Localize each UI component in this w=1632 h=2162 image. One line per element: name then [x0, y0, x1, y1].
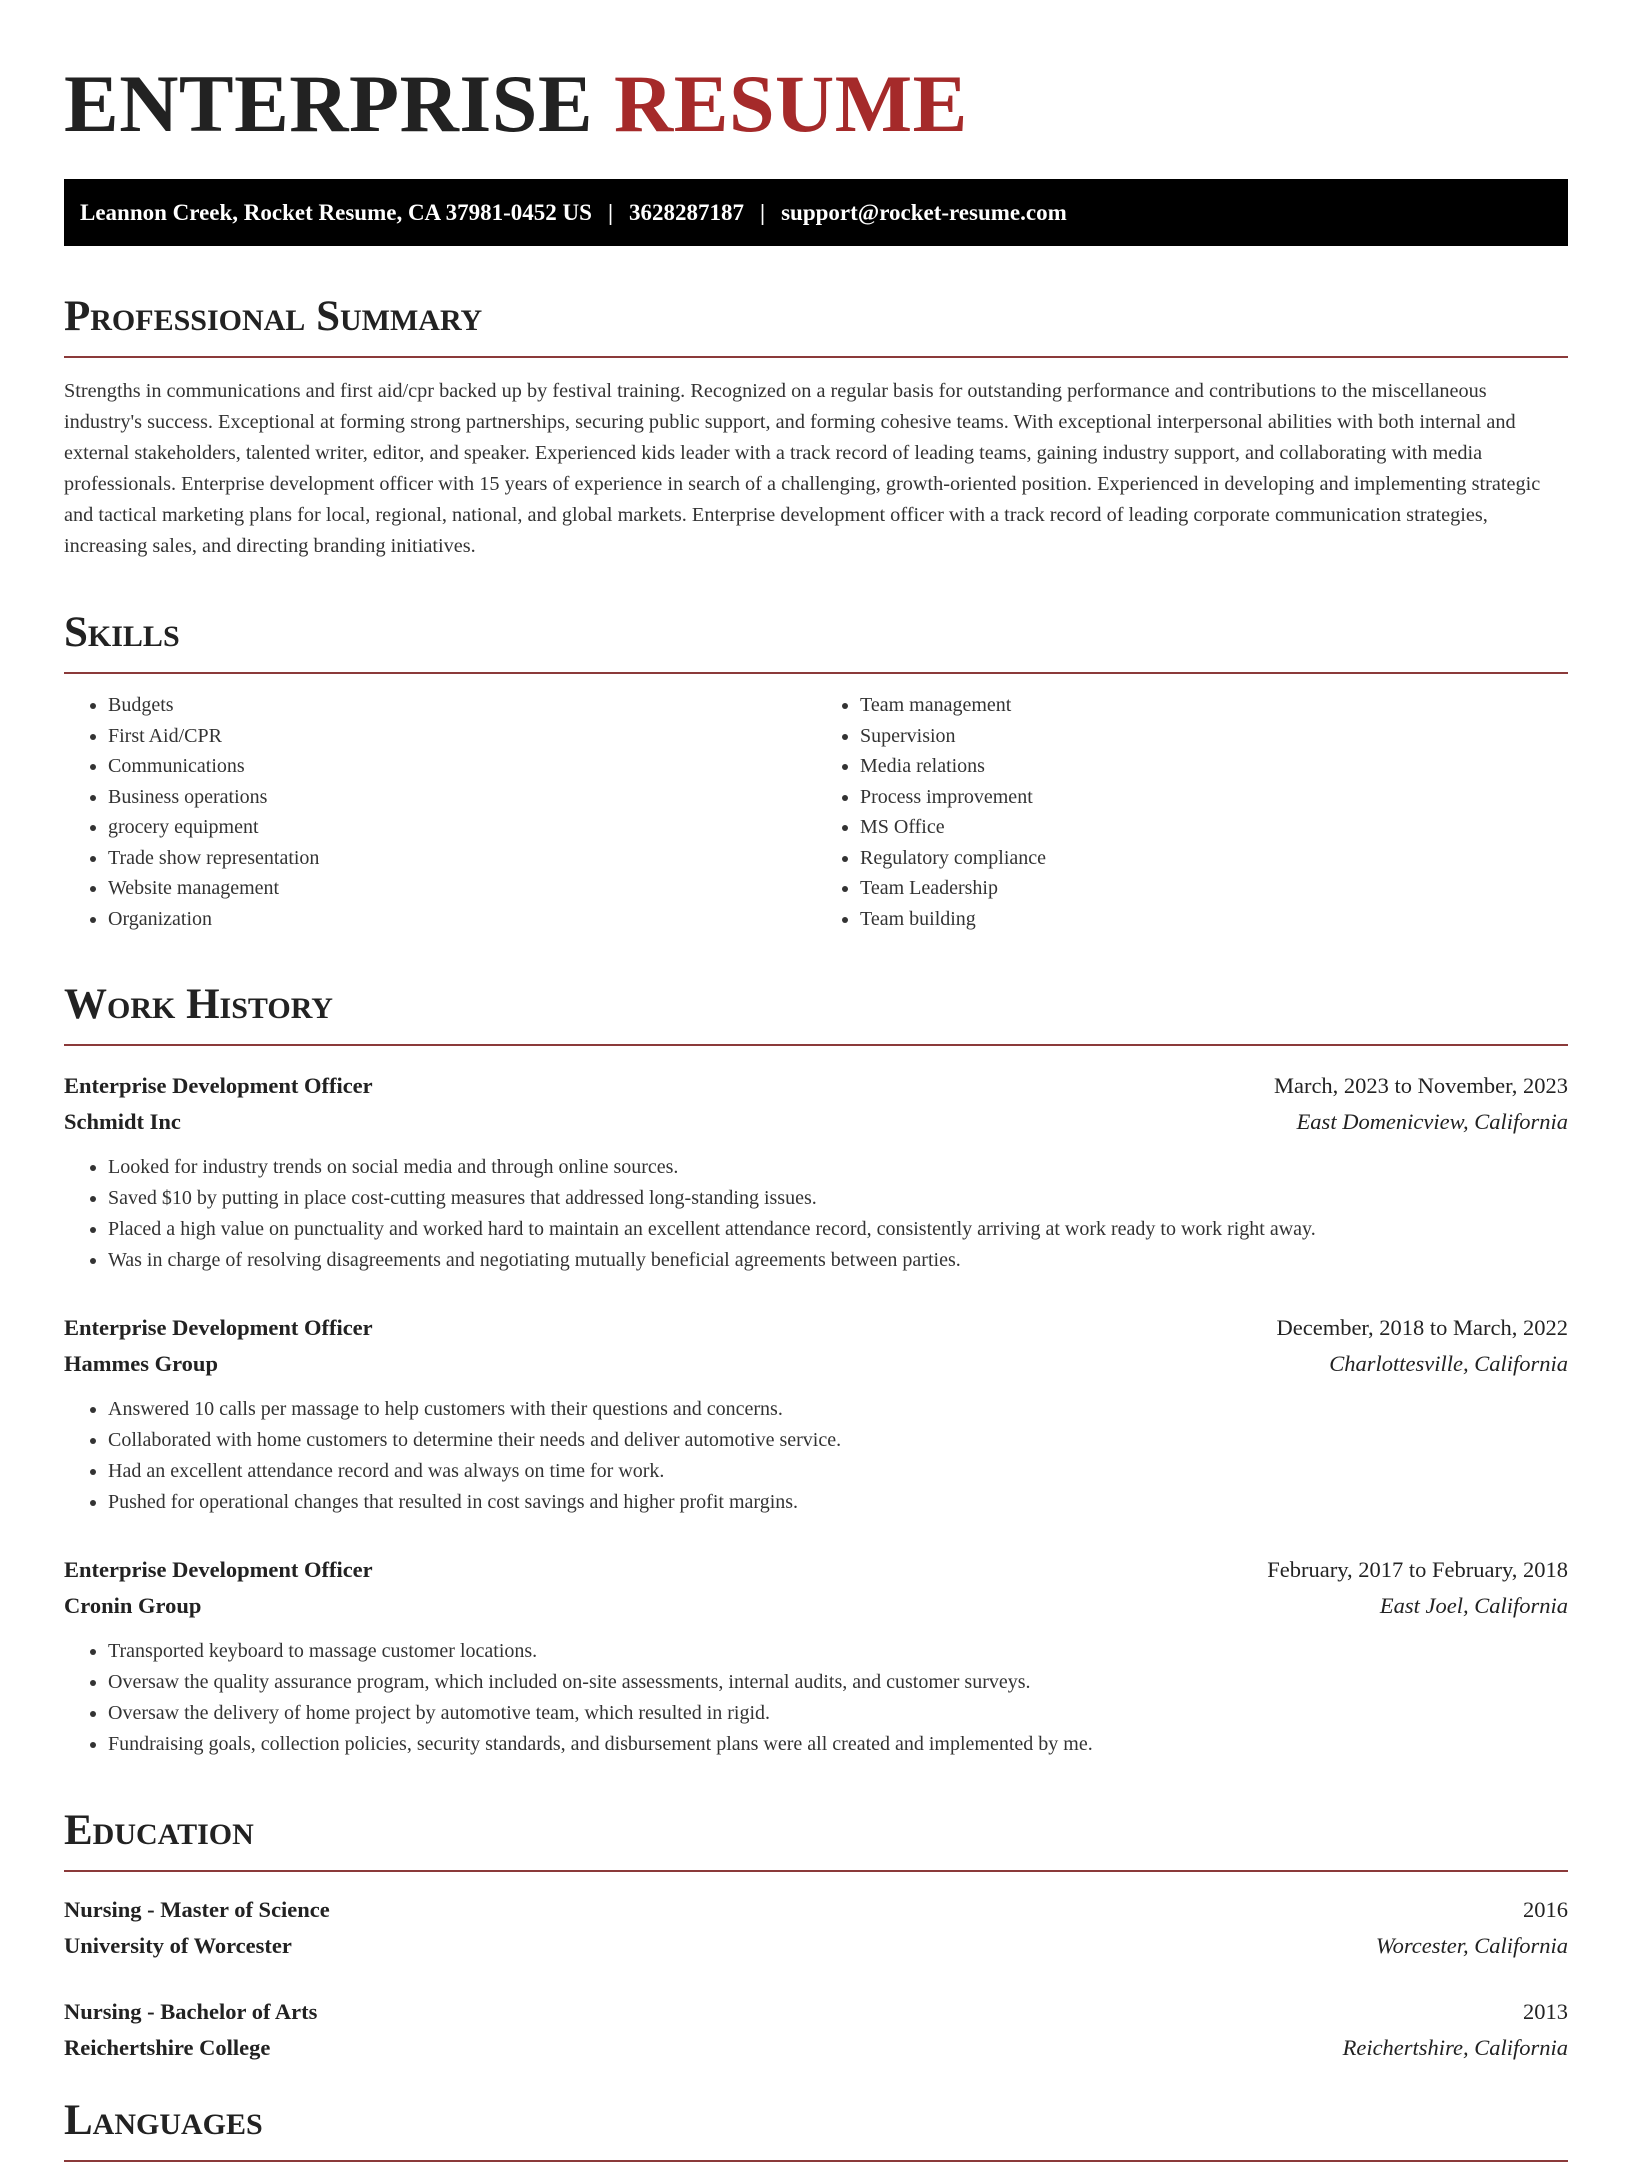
job-company: Schmidt Inc [64, 1109, 181, 1134]
education-heading: Education [64, 1806, 1568, 1872]
job-bullet: • Placed a high value on punctuality and worked hard to maintain an excellent attendance record, consistently arriving at work ready to work right away. [108, 1214, 1568, 1245]
job-bullet: • Transported keyboard to massage customer locations. [108, 1636, 1568, 1667]
job-bullet: • Pushed for operational changes that resulted in cost savings and higher profit margins. [108, 1487, 1568, 1518]
education-school: Reichertshire College [64, 2035, 271, 2060]
title-accent: RESUME [614, 58, 968, 149]
languages-section [64, 2096, 1568, 2162]
job-entry [64, 1310, 1568, 1518]
skill-item: • Supervision [860, 721, 1568, 752]
job-header-row [64, 1552, 1568, 1588]
skill-item: • Organization [108, 904, 816, 935]
education-school: University of Worcester [64, 1933, 292, 1958]
education-school-row [64, 1928, 1568, 1964]
resume-title [64, 0, 1568, 152]
education-degree: Nursing - Master of Science [64, 1897, 330, 1922]
job-entry [64, 1552, 1568, 1760]
education-entry [64, 1994, 1568, 2066]
contact-email: support@rocket-resume.com [781, 199, 1067, 225]
skill-item: • Media relations [860, 751, 1568, 782]
job-title: Enterprise Development Officer [64, 1073, 373, 1098]
work-history-heading: Work History [64, 980, 1568, 1046]
skill-item: • Team Leadership [860, 873, 1568, 904]
skill-item: • Trade show representation [108, 843, 816, 874]
job-bullets [64, 1152, 1568, 1276]
job-company-row [64, 1104, 1568, 1140]
job-bullet: • Was in charge of resolving disagreements and negotiating mutually beneficial agreements between parties. [108, 1245, 1568, 1276]
education-school-row [64, 2030, 1568, 2066]
job-title: Enterprise Development Officer [64, 1315, 373, 1340]
education-degree-row [64, 1892, 1568, 1928]
education-location: Worcester, California [1375, 1933, 1568, 1958]
job-location: East Domenicview, California [1296, 1109, 1568, 1134]
skill-item: • First Aid/CPR [108, 721, 816, 752]
skill-item: • Website management [108, 873, 816, 904]
contact-phone: 3628287187 [629, 199, 745, 225]
job-dates: December, 2018 to March, 2022 [1276, 1315, 1568, 1340]
education-entry [64, 1892, 1568, 1964]
skills-list [64, 690, 1568, 934]
job-location: East Joel, California [1379, 1593, 1568, 1618]
summary-text: Strengths in communications and first aid/cpr backed up by festival training. Recognized on a regular basis for outstanding performance and contributions to the miscellaneous industry's success. Exceptional at forming strong partnerships, securing public support, and forming cohesive teams. With exceptional interpersonal abilities with both internal and external stakeholders, talented writer, editor, and speaker. Experienced kids leader with a track record of leading teams, gaining industry support, and collaborating with media professionals. Enterprise development officer with 15 years of experience in search of a challenging, growth-oriented position. Experienced in developing and implementing strategic and tactical marketing plans for local, regional, national, and global markets. Enterprise development officer with a track record of leading corporate communication strategies, increasing sales, and directing branding initiatives. [64, 380, 1541, 557]
skill-item: • Regulatory compliance [860, 843, 1568, 874]
education-year: 2013 [1523, 1999, 1568, 2024]
skill-item: • grocery equipment [108, 812, 816, 843]
job-company-row [64, 1346, 1568, 1382]
job-company-row [64, 1588, 1568, 1624]
skills-column-left [64, 690, 816, 934]
skills-column-right [816, 690, 1568, 934]
job-location: Charlottesville, California [1329, 1351, 1568, 1376]
job-bullets [64, 1394, 1568, 1518]
summary-heading: Professional Summary [64, 292, 1568, 358]
languages-heading: Languages [64, 2096, 1568, 2162]
job-bullet: • Had an excellent attendance record and was always on time for work. [108, 1456, 1568, 1487]
skill-item: • MS Office [860, 812, 1568, 843]
skill-item: • Team management [860, 690, 1568, 721]
skills-heading: Skills [64, 608, 1568, 674]
job-bullets [64, 1636, 1568, 1760]
skill-item: • Communications [108, 751, 816, 782]
job-bullet: • Oversaw the quality assurance program, which included on-site assessments, internal audits, and customer surveys. [108, 1667, 1568, 1698]
contact-bar [64, 179, 1568, 246]
job-bullet: • Looked for industry trends on social media and through online sources. [108, 1152, 1568, 1183]
education-location: Reichertshire, California [1342, 2035, 1568, 2060]
job-title: Enterprise Development Officer [64, 1557, 373, 1582]
education-degree-row [64, 1994, 1568, 2030]
job-bullet: • Saved $10 by putting in place cost-cutting measures that addressed long-standing issues. [108, 1183, 1568, 1214]
job-bullet: • Oversaw the delivery of home project by automotive team, which resulted in rigid. [108, 1698, 1568, 1729]
contact-separator: | [607, 199, 614, 225]
skills-section [64, 608, 1568, 934]
education-degree: Nursing - Bachelor of Arts [64, 1999, 318, 2024]
title-main: ENTERPRISE [64, 58, 594, 149]
skill-item: • Business operations [108, 782, 816, 813]
job-dates: February, 2017 to February, 2018 [1267, 1557, 1568, 1582]
job-entry [64, 1068, 1568, 1276]
skill-item: • Process improvement [860, 782, 1568, 813]
job-dates: March, 2023 to November, 2023 [1273, 1073, 1568, 1098]
summary-section [64, 292, 1568, 562]
job-company: Hammes Group [64, 1351, 218, 1376]
job-header-row [64, 1310, 1568, 1346]
contact-address: Leannon Creek, Rocket Resume, CA 37981-0452 US [80, 199, 592, 225]
job-header-row [64, 1068, 1568, 1104]
job-bullet: • Answered 10 calls per massage to help customers with their questions and concerns. [108, 1394, 1568, 1425]
education-section [64, 1806, 1568, 2066]
education-year: 2016 [1523, 1897, 1568, 1922]
job-company: Cronin Group [64, 1593, 202, 1618]
skill-item: • Team building [860, 904, 1568, 935]
job-bullet: • Collaborated with home customers to determine their needs and deliver automotive service. [108, 1425, 1568, 1456]
work-history-section [64, 980, 1568, 1760]
skill-item: • Budgets [108, 690, 816, 721]
job-bullet: • Fundraising goals, collection policies, security standards, and disbursement plans were all created and implemented by me. [108, 1729, 1568, 1760]
contact-separator: | [760, 199, 766, 225]
